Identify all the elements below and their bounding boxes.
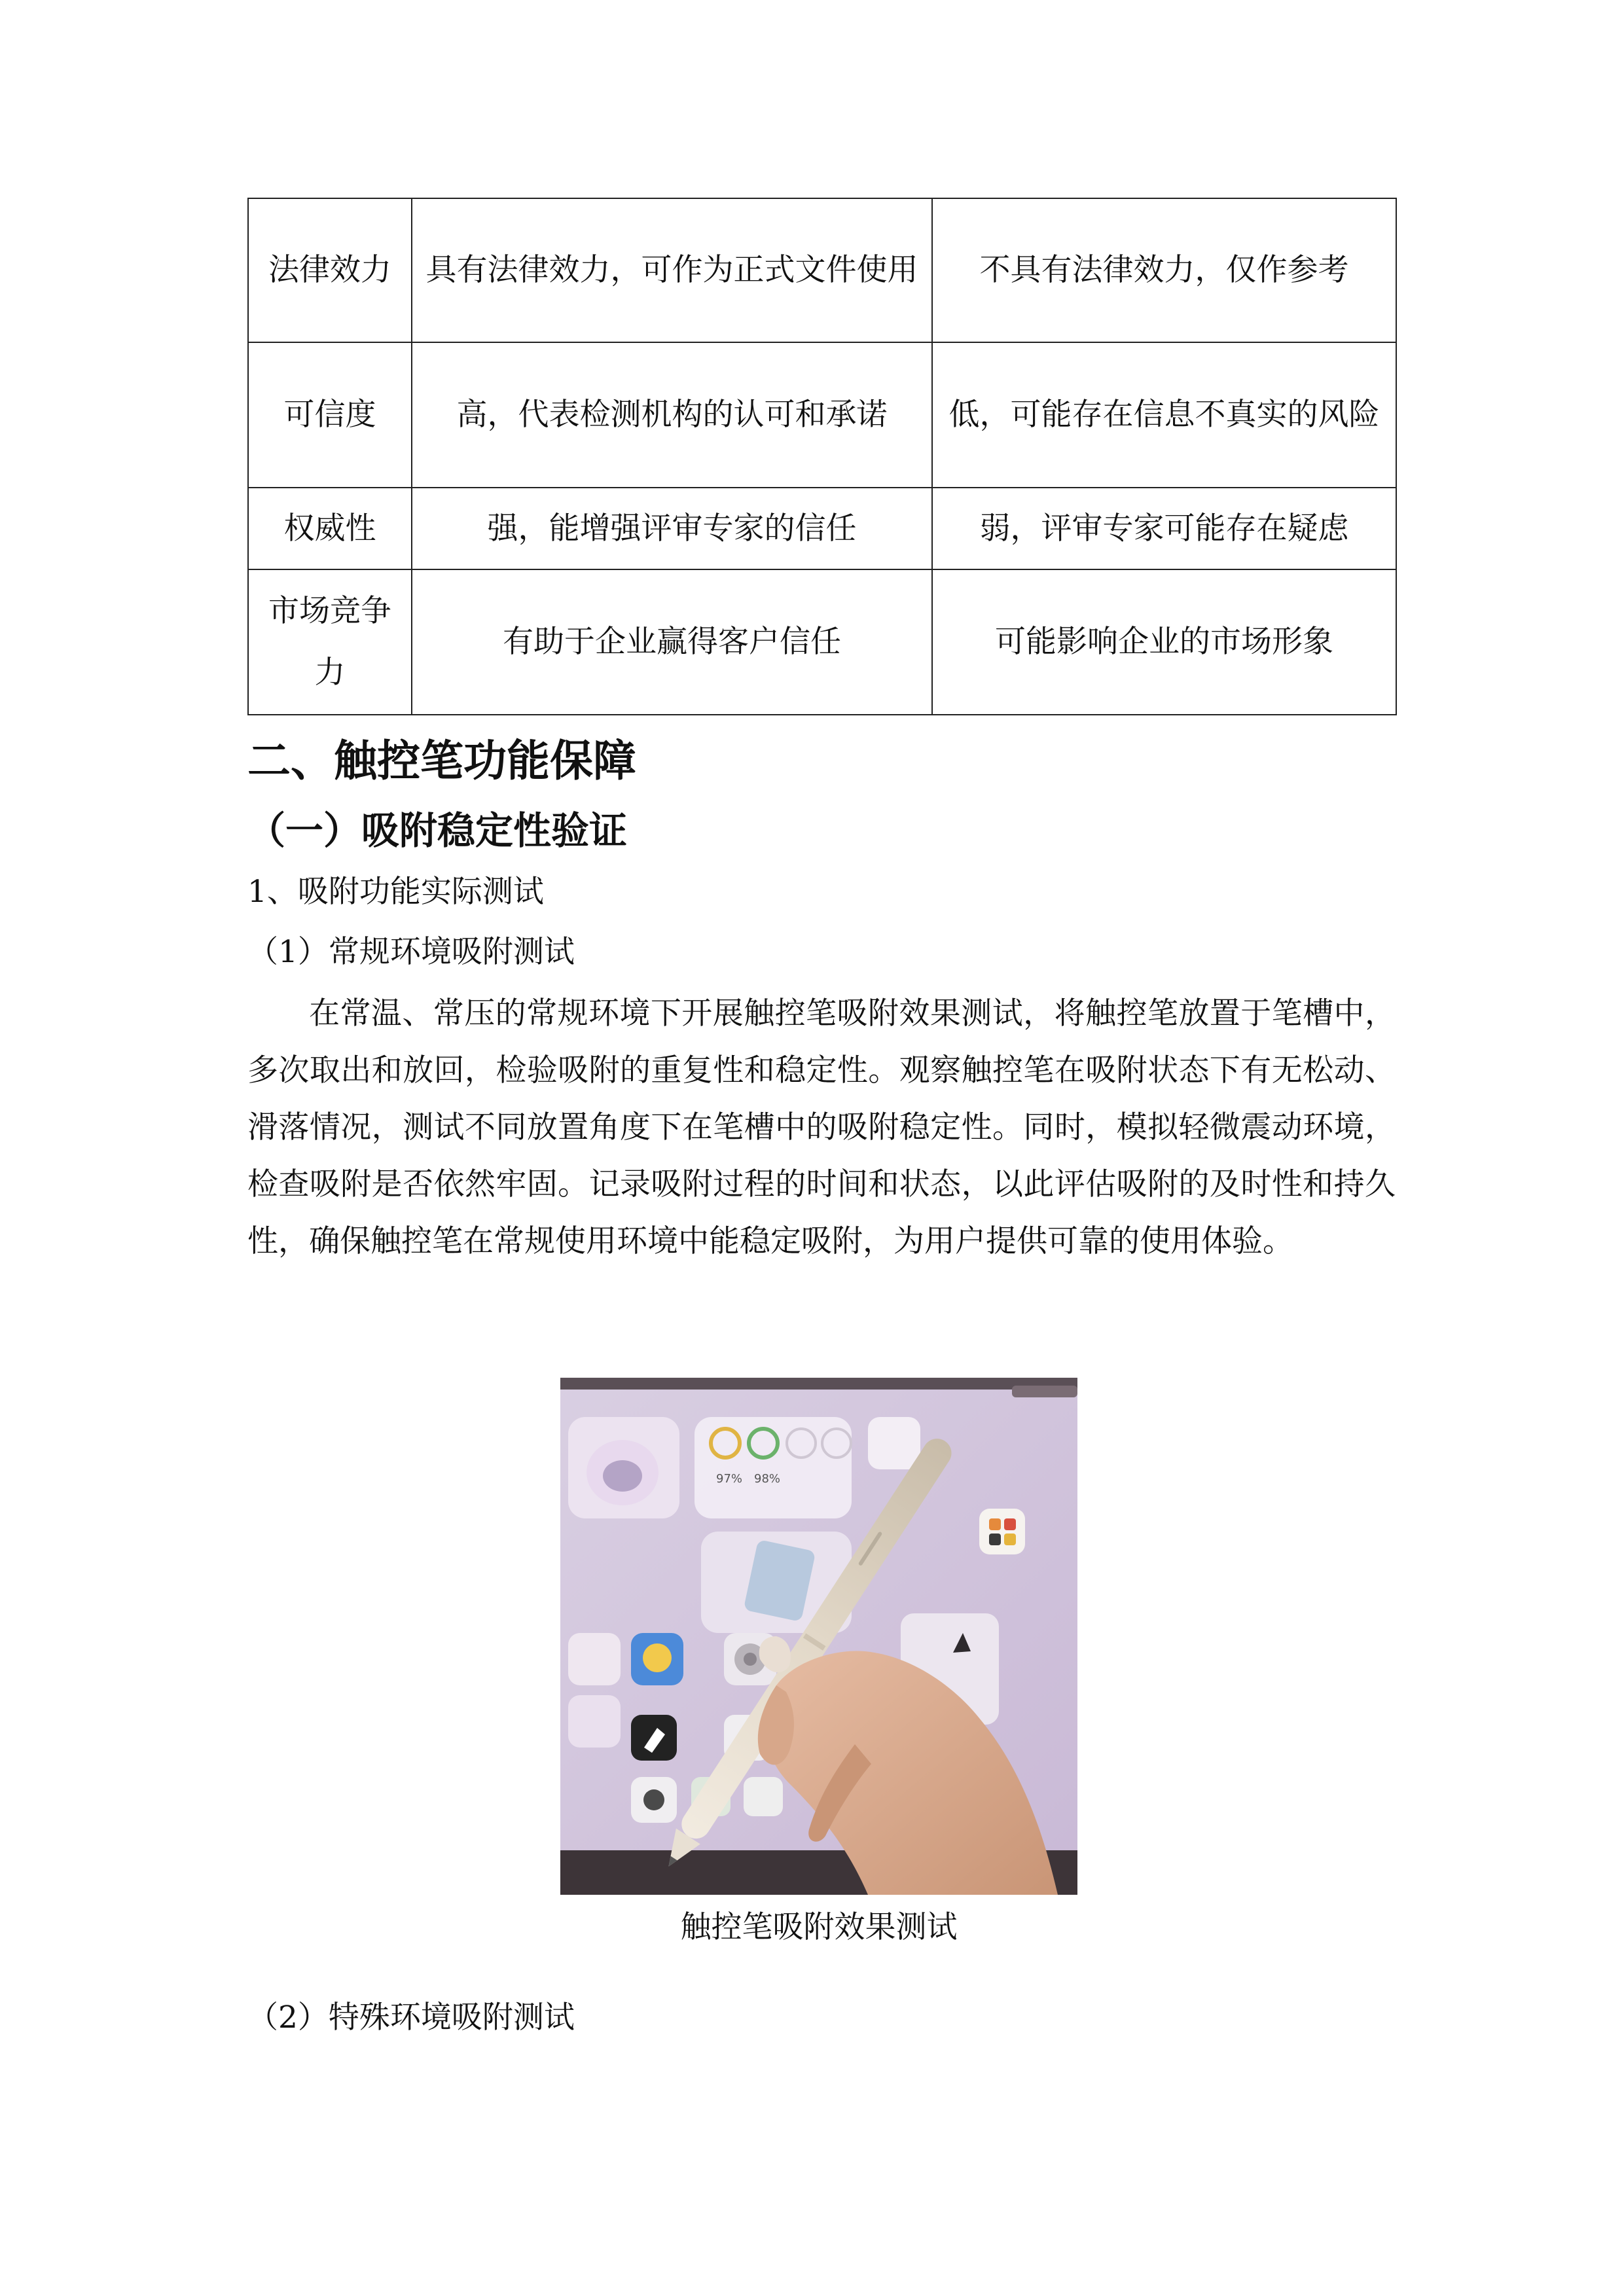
row-cell-informal: 弱，评审专家可能存在疑虑 bbox=[932, 488, 1396, 569]
row-cell-formal: 具有法律效力，可作为正式文件使用 bbox=[412, 198, 932, 342]
battery-text-1: 97% bbox=[716, 1472, 743, 1486]
sub-item-heading-special: （2）特殊环境吸附测试 bbox=[247, 2000, 575, 2036]
row-cell-formal: 强，能增强评审专家的信任 bbox=[412, 488, 932, 569]
stylus-test-photo bbox=[560, 1378, 1077, 1895]
battery-text-2: 98% bbox=[754, 1472, 781, 1486]
body-paragraph: 在常温、常压的常规环境下开展触控笔吸附效果测试，将触控笔放置于笔槽中，多次取出和放回，检验吸附的重复性和稳定性。观察触控笔在吸附状态下有无松动、滑落情况，测试不同放置角度下在笔槽中的吸附稳定性。同时，模拟轻微震动环境，检查吸附是否依然牢固。记录吸附过程的时间和状态，以此评估吸附的及时性和持久性，确保触控笔在常规使用环境中能稳定吸附，为用户提供可靠的使用体验。 bbox=[247, 996, 1396, 1259]
row-cell-formal: 有助于企业赢得客户信任 bbox=[412, 569, 932, 715]
table-row bbox=[248, 198, 1396, 342]
row-cell-informal: 不具有法律效力，仅作参考 bbox=[932, 198, 1396, 342]
section-heading: 二、触控笔功能保障 bbox=[247, 736, 636, 786]
item-heading: 1、吸附功能实际测试 bbox=[247, 874, 544, 910]
sub-heading: （一）吸附稳定性验证 bbox=[247, 808, 628, 853]
row-cell-informal: 低，可能存在信息不真实的风险 bbox=[932, 342, 1396, 488]
row-label: 权威性 bbox=[248, 488, 412, 569]
row-cell-informal: 可能影响企业的市场形象 bbox=[932, 569, 1396, 715]
row-label: 法律效力 bbox=[248, 198, 412, 342]
comparison-table bbox=[247, 198, 1397, 715]
sub-item-heading-normal: （1）常规环境吸附测试 bbox=[247, 934, 575, 970]
table-row bbox=[248, 569, 1396, 715]
figure-caption: 触控笔吸附效果测试 bbox=[680, 1909, 958, 1945]
row-label: 市场竞争力 bbox=[248, 569, 412, 715]
table-row bbox=[248, 342, 1396, 488]
table-row bbox=[248, 488, 1396, 569]
row-label: 可信度 bbox=[248, 342, 412, 488]
row-cell-formal: 高，代表检测机构的认可和承诺 bbox=[412, 342, 932, 488]
stylus-photo-illustration bbox=[560, 1378, 1077, 1895]
